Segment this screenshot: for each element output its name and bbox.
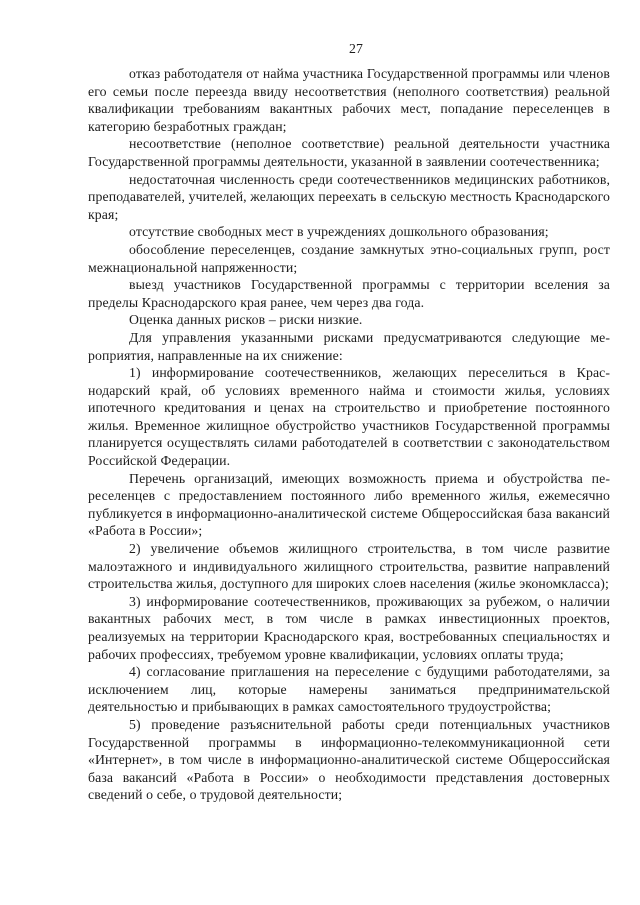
paragraph-employer-refusal: отказ работодателя от найма участника Государственной программы или членов его семьи после переезда ввиду несоответствия (неполного соответствия) реальной квалификации требованиям вакантных рабочих мест, попадание переселенцев в категорию безработных граждан; xyxy=(88,66,610,134)
paragraph-risk-management-intro: Для управления указанными рисками предусматриваются следующие мероприятия, направленные на их снижение: xyxy=(88,329,610,363)
paragraph-risk-assessment: Оценка данных рисков – риски низкие. xyxy=(129,312,363,328)
document-page xyxy=(88,40,610,804)
paragraph-measure-3: 3) информирование соотечественников, проживающих за рубежом, о наличии вакантных рабочих мест, в том числе в рамках инвестиционных проектов, реализуемых на территории Краснодарского края, востребованных специальностях и рабочих профессиях, требуемом уровне квалификации, условиях оплаты труда; xyxy=(88,593,610,662)
paragraph-employer-list: Перечень организаций, имеющих возможность приема и обустройства переселенцев с предоставлением постоянного либо временного жилья, ежемесячно публикуется в информационно-аналитической системе Общероссийская база вакансий «Работа в России»; xyxy=(88,470,610,539)
paragraph-no-preschool-places: отсутствие свободных мест в учреждениях дошкольного образования; xyxy=(129,224,549,240)
paragraph-ethnic-isolation: обособление переселенцев, создание замкнутых этно-социальных групп, рост межнациональной напряженности; xyxy=(88,241,610,275)
paragraph-insufficient-professionals: недостаточная численность среди соотечественников медицинских работников, преподавателей, учителей, желающих переехать в сельскую местность Краснодарского края; xyxy=(88,171,610,222)
paragraph-measure-4: 4) согласование приглашения на переселение с будущими работодателями, за исключением лиц, которые намерены заниматься предпринимательской деятельностью и прибывающих в рамках самостоятельного трудоустройства; xyxy=(88,664,610,715)
page-number: 27 xyxy=(349,41,363,56)
paragraph-activity-mismatch: несоответствие (неполное соответствие) реальной деятельности участника Государственной программы деятельности, указанной в заявлении соотечественника; xyxy=(88,136,610,169)
paragraph-measure-5: 5) проведение разъяснительной работы среди потенциальных участников Государственной программы в информационно-телекоммуникационной сети «Интернет», в том числе в информационно-аналитической системе Общероссийская база вакансий «Работа в России» о необходимости представления достоверных сведений о себе, о трудовой деятельности; xyxy=(88,716,610,803)
paragraph-measure-1: 1) информирование соотечественников, желающих переселиться в Краснодарский край, об условиях временного найма и стоимости жилья, условиях ипотечного кредитования и ценах на строительство и приобретение постоянного жилья. Временное жилищное обустройство участников Государственной программы планируется осуществлять силами работодателей в соответствии с законодательством Российской Федерации. xyxy=(88,365,610,469)
paragraph-early-departure: выезд участников Государственной программы с территории вселения за пределы Краснодарского края ранее, чем через два года. xyxy=(88,277,610,310)
paragraph-measure-2: 2) увеличение объемов жилищного строительства, в том числе развитие малоэтажного и индивидуального жилищного строительства, развитие направлений строительства жилья, доступного для широких слоев населения (жилье экономкласса); xyxy=(88,541,610,592)
